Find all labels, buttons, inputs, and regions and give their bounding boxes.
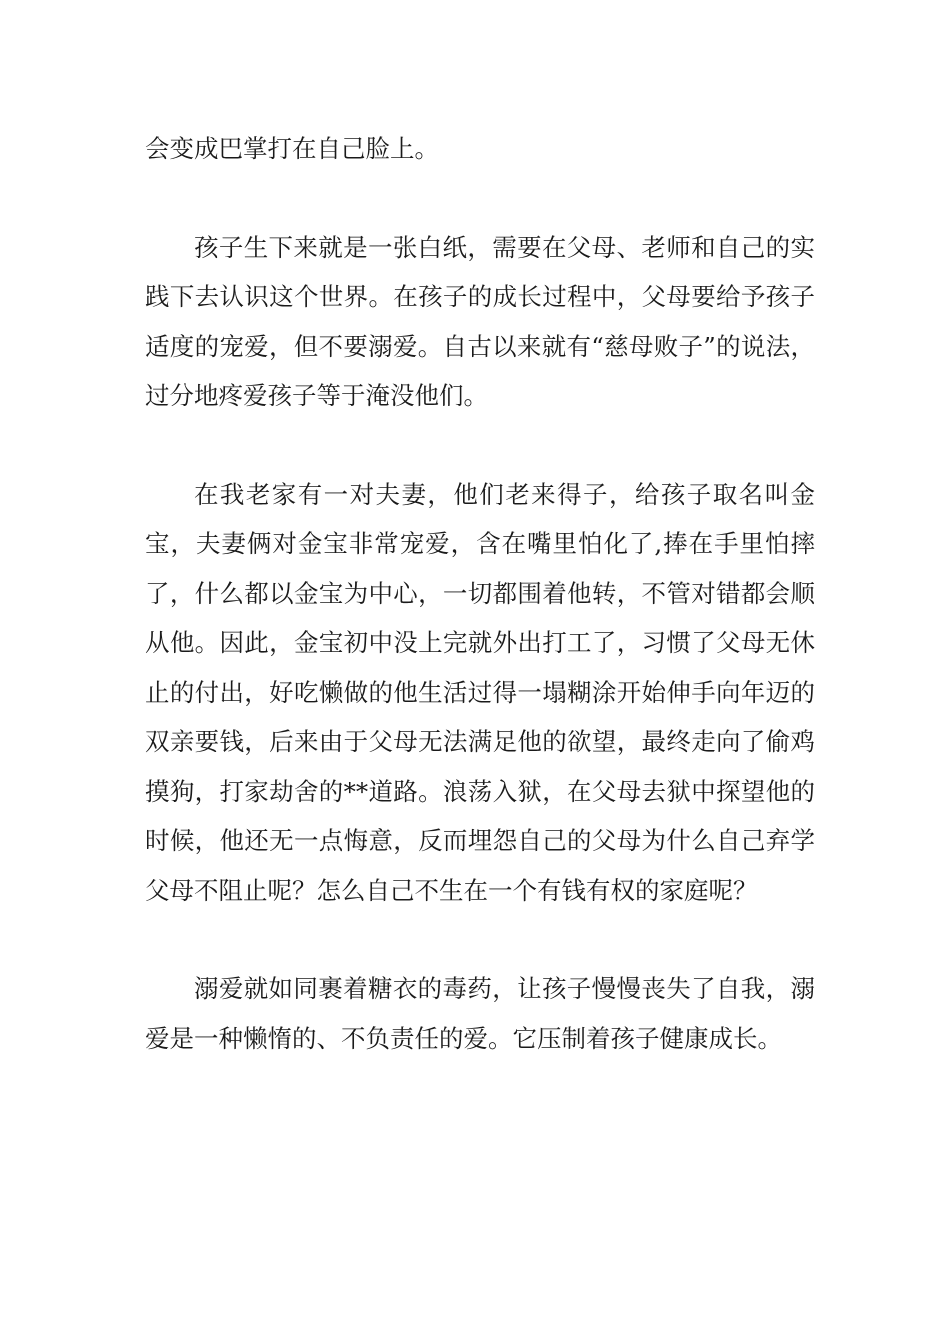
- paragraph-blank-paper: 孩子生下来就是一张白纸，需要在父母、老师和自己的实践下去认识这个世界。在孩子的成长过程中，父母要给予孩子适度的宠爱，但不要溺爱。自古以来就有“慈母败子”的说法，过分地疼爱孩子等于淹没他们。: [145, 232, 815, 410]
- document-page: [145, 124, 815, 1063]
- paragraph-jinbao-story: 在我老家有一对夫妻，他们老来得子，给孩子取名叫金宝，夫妻俩对金宝非常宠爱，含在嘴里怕化了,捧在手里怕摔了，什么都以金宝为中心，一切都围着他转，不管对错都会顺从他。因此，金宝初中没上完就外出打工了，习惯了父母无休止的付出，好吃懒做的他生活过得一塌糊涂开始伸手向年迈的双亲要钱，后来由于父母无法满足他的欲望，最终走向了偷鸡摸狗，打家劫舍的**道路。浪荡入狱，在父母去狱中探望他的时候，他还无一点悔意，反而埋怨自己的父母为什么自己弃学父母不阻止呢？怎么自己不生在一个有钱有权的家庭呢？: [145, 479, 815, 905]
- paragraph-continuation: 会变成巴掌打在自己脸上。: [145, 134, 439, 163]
- paragraph-conclusion: 溺爱就如同裹着糖衣的毒药，让孩子慢慢丧失了自我，溺爱是一种懒惰的、不负责任的爱。它压制着孩子健康成长。: [145, 974, 815, 1053]
